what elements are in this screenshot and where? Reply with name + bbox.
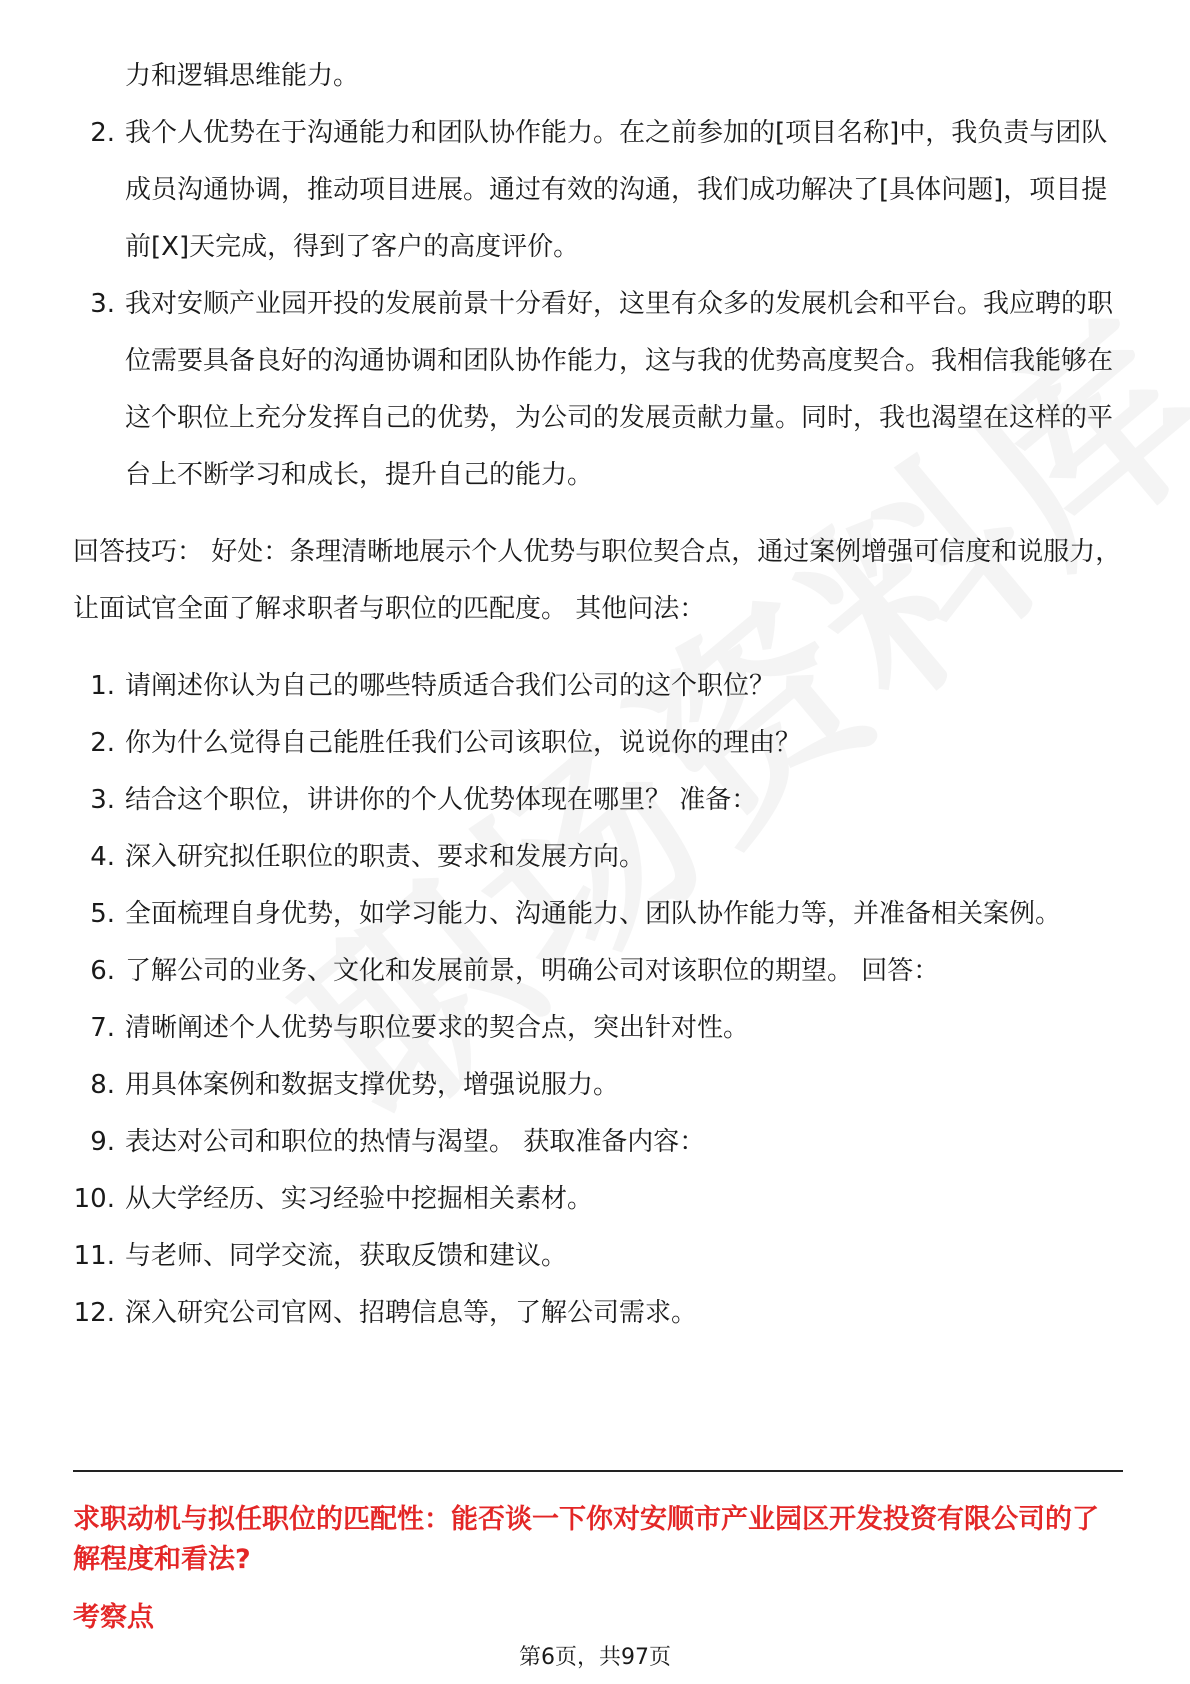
answer-tips-paragraph: 回答技巧： 好处：条理清晰地展示个人优势与职位契合点，通过案例增强可信度和说服力，让面试官全面了解求职者与职位的匹配度。 其他问法： bbox=[73, 537, 1122, 624]
list-item-text: 与老师、同学交流，获取反馈和建议。 bbox=[125, 1241, 568, 1271]
list-number: 8. bbox=[90, 1070, 115, 1100]
list-item bbox=[73, 1057, 1123, 1114]
upper-numbered-list bbox=[73, 105, 1123, 504]
list-item bbox=[73, 1228, 1123, 1285]
question-heading: 求职动机与拟任职位的匹配性：能否谈一下你对安顺市产业园区开发投资有限公司的了解程度和看法? bbox=[73, 1504, 1099, 1575]
lower-numbered-list bbox=[73, 658, 1123, 1342]
list-item bbox=[73, 772, 1123, 829]
list-number: 4. bbox=[90, 842, 115, 872]
list-number: 6. bbox=[90, 956, 115, 986]
list-number: 3. bbox=[90, 289, 115, 319]
section-divider bbox=[73, 1470, 1123, 1472]
list-number: 12. bbox=[73, 1298, 115, 1328]
list-item bbox=[73, 943, 1123, 1000]
list-number: 5. bbox=[90, 899, 115, 929]
list-item-text: 请阐述你认为自己的哪些特质适合我们公司的这个职位？ bbox=[125, 671, 776, 701]
list-item-text: 清晰阐述个人优势与职位要求的契合点，突出针对性。 bbox=[125, 1013, 750, 1043]
list-number: 7. bbox=[90, 1013, 115, 1043]
list-item-text: 我对安顺产业园开投的发展前景十分看好，这里有众多的发展机会和平台。我应聘的职位需要具备良好的沟通协调和团队协作能力，这与我的优势高度契合。我相信我能够在这个职位上充分发挥自己的优势，为公司的发展贡献力量。同时，我也渴望在这样的平台上不断学习和成长，提升自己的能力。 bbox=[125, 289, 1114, 490]
list-number: 2. bbox=[90, 118, 115, 148]
list-item bbox=[73, 1285, 1123, 1342]
list-item bbox=[73, 658, 1123, 715]
list-number: 11. bbox=[73, 1241, 115, 1271]
list-item-text: 深入研究公司官网、招聘信息等，了解公司需求。 bbox=[125, 1298, 698, 1328]
list-item-text: 你为什么觉得自己能胜任我们公司该职位，说说你的理由？ bbox=[125, 728, 802, 758]
list-number: 10. bbox=[73, 1184, 115, 1214]
list-number: 1. bbox=[90, 671, 115, 701]
list-number: 2. bbox=[90, 728, 115, 758]
list-item-text: 了解公司的业务、文化和发展前景，明确公司对该职位的期望。 回答： bbox=[125, 956, 940, 986]
list-item-text: 全面梳理自身优势，如学习能力、沟通能力、团队协作能力等，并准备相关案例。 bbox=[125, 899, 1062, 929]
section-heading: 考察点 bbox=[73, 1602, 154, 1633]
content-column bbox=[73, 48, 1123, 1342]
continued-text: 力和逻辑思维能力。 bbox=[125, 61, 360, 91]
list-item-text: 用具体案例和数据支撑优势，增强说服力。 bbox=[125, 1070, 620, 1100]
list-item-text: 从大学经历、实习经验中挖掘相关素材。 bbox=[125, 1184, 594, 1214]
list-item bbox=[73, 276, 1123, 504]
list-item-text: 我个人优势在于沟通能力和团队协作能力。在之前参加的[项目名称]中，我负责与团队成员沟通协调，推动项目进展。通过有效的沟通，我们成功解决了[具体问题]，项目提前[X]天完成，得到了客户的高度评价。 bbox=[125, 118, 1108, 262]
list-item-text: 表达对公司和职位的热情与渴望。 获取准备内容： bbox=[125, 1127, 706, 1157]
list-item bbox=[73, 1171, 1123, 1228]
list-item bbox=[73, 1114, 1123, 1171]
list-number: 9. bbox=[90, 1127, 115, 1157]
list-item bbox=[73, 715, 1123, 772]
list-item bbox=[73, 105, 1123, 276]
list-item-text: 深入研究拟任职位的职责、要求和发展方向。 bbox=[125, 842, 646, 872]
page-footer: 第6页，共97页 bbox=[519, 1645, 671, 1670]
list-item bbox=[73, 829, 1123, 886]
list-item-text: 结合这个职位，讲讲你的个人优势体现在哪里？ 准备： bbox=[125, 785, 758, 815]
list-item bbox=[73, 886, 1123, 943]
list-number: 3. bbox=[90, 785, 115, 815]
list-item bbox=[73, 1000, 1123, 1057]
